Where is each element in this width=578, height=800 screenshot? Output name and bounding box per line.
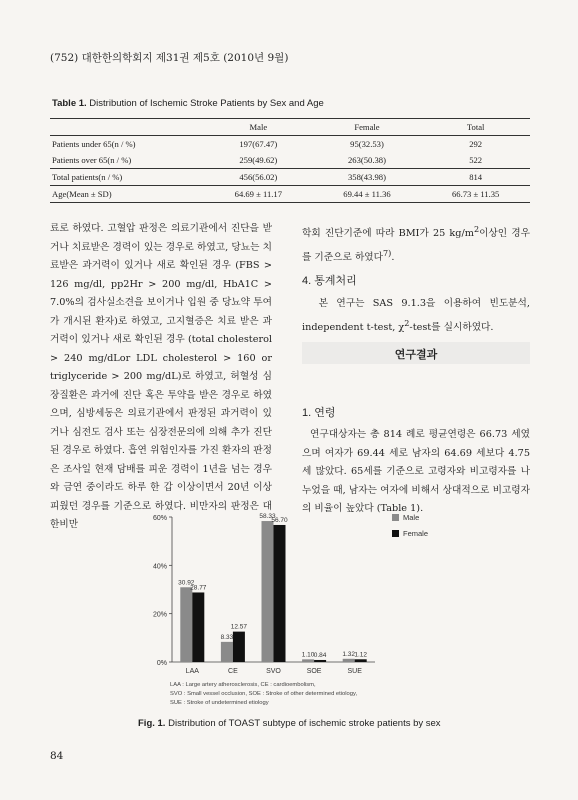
table-caption-text: Distribution of Ischemic Stroke Patients by Sex and Age [86, 98, 324, 109]
x-tick-label: CE [228, 668, 238, 675]
x-tick-label: SOE [306, 668, 322, 675]
table-cell: 197(67.47) [239, 139, 278, 149]
table-cell: Patients over 65(n / %) [52, 155, 132, 165]
table-cell: 522 [469, 155, 483, 165]
reference-mark: 7) [383, 247, 392, 258]
table-1 [50, 118, 530, 203]
table-header-cell: Female [354, 122, 380, 132]
legend-label-female: Female [403, 529, 429, 538]
table-caption [52, 98, 324, 109]
table-cell: 814 [469, 172, 483, 182]
table-cell: 64.69 ± 11.17 [234, 189, 283, 199]
table-cell: 66.73 ± 11.35 [451, 189, 500, 199]
x-tick-label: SVO [266, 668, 281, 675]
data-label: 1.32 [342, 650, 356, 658]
left-column [50, 220, 272, 535]
table-cell: 259(49.62) [239, 155, 278, 165]
bmi-paragraph [302, 220, 530, 267]
bar-male-soe [302, 659, 314, 662]
table-cell: 456(56.02) [239, 172, 278, 182]
table-header-row [50, 119, 530, 136]
table-row [50, 136, 530, 153]
bar-chart [140, 505, 440, 720]
text-run: 이상인 경우를 기준으로 하였다 [302, 228, 530, 263]
left-column-paragraph: 료로 하였다. 고혈압 판정은 의료기관에서 진단을 받거나 치료받은 경력이 있는 경우로 하였고, 당뇨는 치료받은 과거력이 있거나 새로 확인된 경우 (FBS > 126 mg/dl, pp2Hr > 200 mg/dl, HbA1C > 7.0%의 검사실소견을 보이거나 입원 중 당뇨약 투여가 개시된 환자)로 하였고, 고지혈증은 치료 받은 과거력이 있거나 새로 확인된 경우 (total cholesterol > 240 mg/dLor LDL cholesterol > 160 or triglyceride > 200 mg/dL)로 하였고, 허혈성 심장질환은 과거에 진단 혹은 투약을 받은 경우로 하였으며, 심방세동은 의료기관에서 판정된 과거력이 있거나 심전도 검사 또는 심장전문의에 의해 추가 진단된 경우로 하였다. 흡연 위험인자를 가진 환자의 판정은 조사일 현재 담배를 피운 경력이 1년을 넘는 경우와 금연 중이라도 하루 한 갑 이상이면서 20년 이상 피웠던 경우를 기준으로 하였다. 비만자의 판정은 대한비만 [50, 223, 272, 530]
data-label: 0.84 [313, 651, 327, 659]
bar-male-svo [262, 521, 274, 662]
table-cell: Age(Mean ± SD) [52, 189, 112, 199]
superscript: 2 [404, 317, 410, 328]
table-cell: Patients under 65(n / %) [52, 139, 136, 149]
section-heading-statistics: 4. 통계처리 [302, 275, 357, 287]
statistics-paragraph [302, 295, 530, 337]
table-row [50, 152, 530, 169]
x-tick-label: LAA [185, 668, 199, 675]
data-label: 12.57 [230, 623, 248, 631]
table-header-cell: Total [466, 122, 485, 132]
bar-female-ce [233, 632, 245, 662]
bar-female-sue [355, 659, 367, 662]
text-run: 연구대상자는 총 814 례로 평균연령은 66.73 세였으며 여자가 69.44 세로 남자의 64.69 세보다 4.75세 많았다. 65세를 기준으로 고령자와 비고령자를 나누었을 때, 남자는 여자에 비해서 상대적으로 비고령자의 비율이 높았다 (Table 1). [302, 429, 530, 514]
bar-female-laa [192, 592, 204, 662]
y-tick-label: 60% [152, 515, 167, 522]
right-column-paragraph-2 [302, 295, 530, 337]
data-label: 1.10 [301, 651, 315, 659]
table-cell: 292 [469, 139, 483, 149]
results-heading: 연구결과 [394, 348, 438, 361]
table-cell: 95(32.53) [350, 139, 384, 149]
data-label: 8.33 [220, 633, 234, 641]
bar-male-laa [180, 587, 192, 662]
figure-caption-text: Distribution of TOAST subtype of ischemic stroke patients by sex [165, 718, 441, 729]
x-tick-label: SUE [347, 668, 362, 675]
bar-female-svo [274, 525, 286, 662]
y-tick-label: 20% [152, 611, 167, 619]
table-cell: 69.44 ± 11.36 [343, 189, 391, 199]
bar-male-ce [221, 642, 233, 662]
chart-footnote-line: SUE : Stroke of undetermined etiology [170, 700, 269, 706]
table-cell: 263(50.38) [348, 155, 386, 165]
table-caption-label: Table 1. [52, 98, 87, 109]
data-label: 30.92 [178, 579, 195, 587]
table-cell: 358(43.98) [348, 172, 386, 182]
running-header: (752) 대한한의학회지 제31권 제5호 (2010년 9월) [50, 52, 289, 64]
text-run: 본 연구는 SAS 9.1.3을 이용하여 빈도분석, independent t-test, χ [302, 298, 530, 333]
table-cell: Total patients(n / %) [52, 172, 123, 182]
figure-caption [138, 718, 441, 729]
text-run: 학회 진단기준에 따라 BMI가 25 kg/m [302, 228, 474, 240]
section-heading-age: 1. 연령 [302, 407, 336, 419]
right-column-paragraph-1 [302, 220, 530, 267]
text-run: -test를 실시하였다. [409, 321, 494, 333]
legend-label-male: Male [403, 513, 420, 522]
superscript: 2 [473, 224, 480, 234]
y-tick-label: 40% [152, 563, 167, 571]
figure-1-chart [140, 505, 440, 720]
data-label: 56.70 [271, 516, 288, 524]
bar-male-sue [343, 659, 355, 662]
data-label: 28.77 [190, 584, 207, 592]
table-header-cell: Male [249, 122, 268, 132]
figure-caption-label: Fig. 1. [138, 718, 166, 729]
legend-swatch-male [392, 514, 399, 521]
legend-swatch-female [392, 530, 399, 537]
page-number: 84 [50, 750, 64, 762]
chart-footnote-line: SVO : Small vessel occlusion, SOE : Stroke of other determined etiology, [170, 691, 358, 697]
bar-female-soe [314, 660, 326, 662]
table-row [50, 186, 530, 203]
chart-footnote-line: LAA : Large artery atherosclerosis, CE : cardioembolism, [170, 682, 316, 688]
y-tick-label: 0% [156, 660, 167, 667]
data-label: 58.33 [259, 513, 276, 521]
data-label: 1.12 [354, 651, 368, 659]
table-header-cell [50, 119, 204, 136]
text-run: . [391, 251, 395, 263]
table-row [50, 169, 530, 186]
